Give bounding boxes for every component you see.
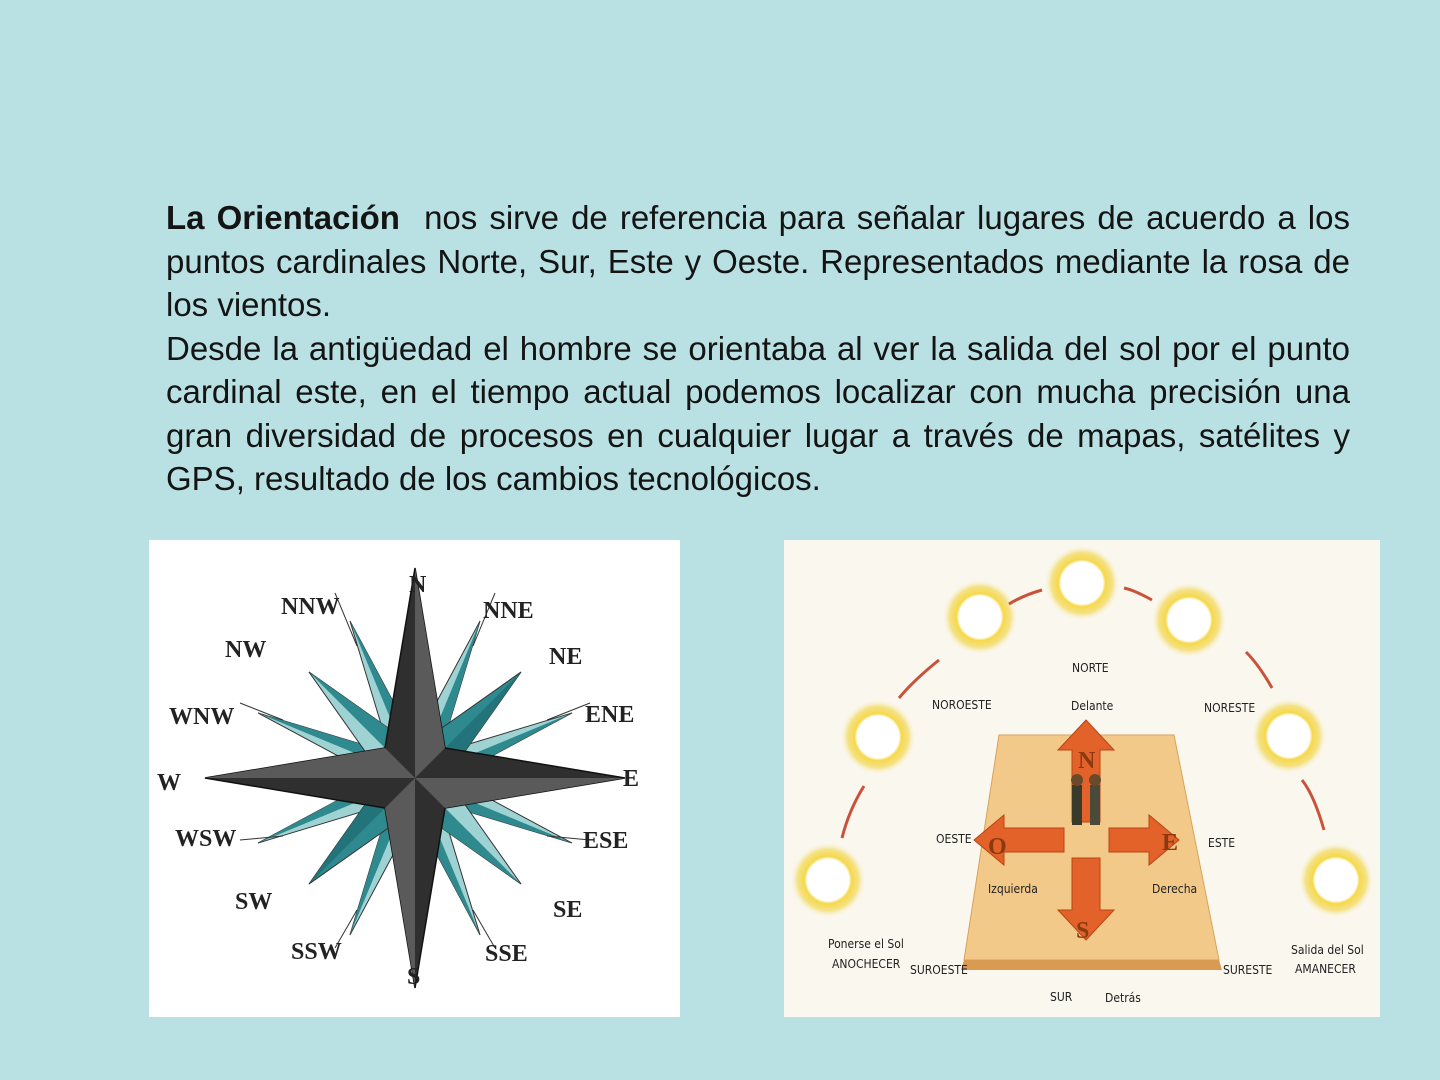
rose-star [205,568,625,988]
platform-edge [961,960,1222,970]
text-block [166,196,1360,501]
label-detras: Detrás [1105,991,1141,1005]
compass-rose-image [149,540,680,1017]
label-WSW: WSW [175,826,237,852]
label-noroeste: NOROESTE [932,698,992,712]
label-izquierda: Izquierda [988,882,1038,896]
label-oeste: OESTE [936,832,972,846]
label-ESE: ESE [583,828,629,854]
label-ENE: ENE [585,702,635,728]
label-anochecer: ANOCHECER [832,957,901,971]
label-ponerse-sol: Ponerse el Sol [828,937,904,951]
label-NNE: NNE [483,598,534,624]
sun-icon [840,699,916,775]
intro-text: nos sirve de referencia para señalar lugares de acuerdo a los puntos cardinales Norte, Sur, Este y Oeste. Representados mediante la rosa de los vientos. [166,199,1360,323]
sun-icon [1298,842,1374,918]
label-NE: NE [549,644,583,670]
term-orientacion: La Orientación [166,199,400,236]
label-salida-sol: Salida del Sol [1291,943,1364,957]
label-WNW: WNW [169,704,235,730]
label-delante: Delante [1071,699,1114,713]
label-SE: SE [553,897,583,923]
paragraph-history: Desde la antigüedad el hombre se orientaba al ver la salida del sol por el punto cardinal este, en el tiempo actual podemos localizar con mucha precisión una gran diversidad de procesos en cualquier lugar a través de mapas, satélites y GPS, resultado de los cambios tecnológicos. [166,329,1350,497]
sun-icon [1044,545,1120,621]
arrow-letter-s: S [1076,918,1090,944]
label-S: S [407,964,421,990]
label-derecha: Derecha [1152,882,1198,896]
sun-path-svg [784,540,1380,1017]
label-norte: NORTE [1072,661,1109,675]
label-SW: SW [235,889,273,915]
label-N: N [409,572,427,598]
sun-icon [790,842,866,918]
sun-icon [1151,582,1227,658]
label-noreste: NORESTE [1204,701,1256,715]
arrow-letter-n: N [1078,748,1096,774]
rose-dark-star [205,568,625,988]
label-sur: SUR [1050,990,1073,1004]
label-W: W [157,770,181,796]
label-sureste: SURESTE [1223,963,1273,977]
label-suroeste: SUROESTE [910,963,968,977]
label-E: E [623,766,640,792]
arrow-letter-o: O [988,834,1007,860]
label-amanecer: AMANECER [1295,962,1356,976]
label-NW: NW [225,637,267,663]
label-NNW: NNW [281,594,340,620]
sun-icon [1251,698,1327,774]
arrow-letter-e: E [1162,830,1179,856]
label-este: ESTE [1208,836,1236,850]
paragraph-intro [166,196,1360,327]
label-SSW: SSW [291,939,342,965]
sun-path-image [784,540,1380,1017]
label-SSE: SSE [485,941,528,967]
compass-rose-svg [149,540,680,1017]
sun-icon [942,579,1018,655]
